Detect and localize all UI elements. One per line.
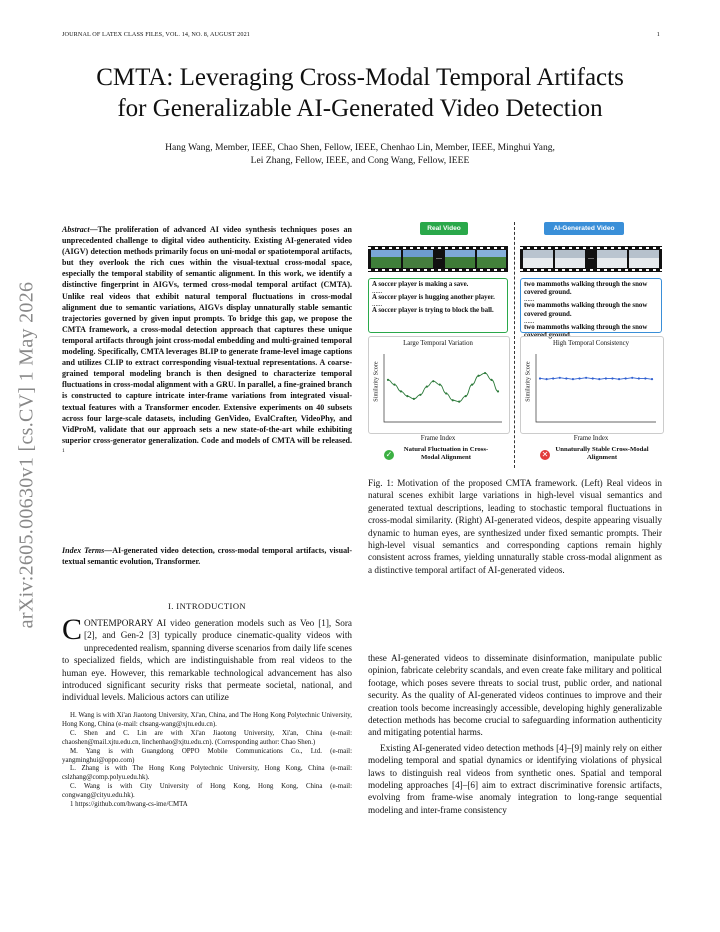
data-point <box>559 377 561 379</box>
similarity-curve <box>540 378 652 379</box>
author-list <box>0 141 720 167</box>
data-point <box>572 378 574 380</box>
abstract-body: —The proliferation of advanced AI video synthesis techniques poses an unprecedented challenge to digital video authenticity. Existing AI-generated video (AIGV) detection methods primarily focus on uni-modal or spatiotemporal artifacts, but they overlook the rich cues within the visual-textual cross-modal space, especially the temporal stability of semantic alignment. In this work, we identify a distinctive fingerprint in AIGVs, termed cross-modal temporal artifact (CMTA). Unlike real videos that exhibit natural temporal fluctuations in cross-modal alignment due to semantic variations, AIGVs display unnaturally stable semantic trajectories governed by given input prompts. To bridge this gap, we propose the CMTA framework, a cross-modal detection approach that captures these unique temporal artifacts through joint cross-modal embedding and multi-grained temporal modeling. Specifically, CMTA leverages BLIP to generate frame-level image captions and utilizes CLIP to extract corresponding visual-textual representations. A coarse-grained temporal modeling branch is then designed to characterize temporal fluctuations in cross-modal alignment with a GRU. In parallel, a fine-grained branch is constructed to capture intricate inter-frame variations from integrated visual-textual features with a Transformer encoder. Extensive experiments on 40 subsets across four large-scale datasets, including GenVideo, EvalCrafter, VideoPhy, and VidProM, validate that our approach sets a new state-of-the-art while exhibiting superior cross-generator generalization. Code and models of CMTA will be released. <box>62 225 352 445</box>
data-point <box>644 377 646 379</box>
data-point <box>393 384 395 386</box>
data-point <box>545 378 547 380</box>
data-point <box>565 377 567 379</box>
paragraph: Existing AI-generated video detection methods [4]–[9] mainly rely on either modeling temporal and spatial dynamics or identifying violations of physical laws to distinguish real videos from synthetic ones. Spatial and temporal modeling approaches [4]–[6] aim to extract discriminative forensic artifacts, evolving from frame-wise anomaly integration to long-range sequential modeling and inter-frame consistency <box>368 742 662 815</box>
data-point <box>406 395 408 397</box>
data-point <box>605 377 607 379</box>
data-point <box>539 377 541 379</box>
ellipsis: ... <box>436 252 442 261</box>
index-terms <box>62 545 352 567</box>
paragraph: these AI-generated videos to disseminate disinformation, manipulate public opinion, fabricate celebrity scandals, and even create fake military and political footage, which poses severe threats to social trust, public order, and national security. As the quality of AI-generated videos continues to improve and their creation tools become increasingly accessible, developing highly generalizable detection methods has become crucial to safeguarding information authenticity and mitigating potential harms. <box>368 653 662 738</box>
data-point <box>432 380 434 382</box>
right-conclusion: Unnaturally Stable Cross-Modal Alignment <box>555 446 649 461</box>
real-captions-box: A soccer player is making a save. ...... A soccer player is hugging another player. ...... A soccer player is trying to block the ball. <box>368 278 508 333</box>
index-label: Index Terms <box>62 546 105 555</box>
footnote: H. Wang is with Xi'an Jiaotong University, Xi'an, China, and The Hong Kong Polytechnic University, Hong Kong, China (e-mail: chsang-wang@xjtu.edu.cn). <box>62 712 352 728</box>
abstract-label: Abstract <box>62 225 90 234</box>
right-plot-title: High Temporal Consistency <box>552 340 630 347</box>
data-point <box>477 375 479 377</box>
caption-item: two mammoths walking through the snow covered ground. <box>524 281 648 297</box>
data-point <box>465 395 467 397</box>
right-column-body <box>368 652 662 816</box>
data-point <box>497 390 499 392</box>
arxiv-stamp: arXiv:2605.00630v1 [cs.CV] 1 May 2026 <box>15 281 38 629</box>
footnote: M. Yang is with Guangdong OPPO Mobile Communications Co., Ltd. (e-mail: yangminghui@oppo.com) <box>62 747 352 764</box>
caption-item: two mammoths walking through the snow covered ground. <box>524 323 648 340</box>
data-point <box>400 390 402 392</box>
figure-caption <box>368 477 662 576</box>
data-point <box>638 377 640 379</box>
running-header: JOURNAL OF LATEX CLASS FILES, VOL. 14, NO. 8, AUGUST 2021 <box>62 31 250 38</box>
caption-item: two mammoths walking through the snow covered ground. <box>524 302 648 318</box>
left-ylabel: Similarity Score <box>372 361 380 402</box>
right-xlabel: Frame Index <box>573 435 609 442</box>
data-point <box>490 379 492 381</box>
affiliation-footnotes <box>62 712 352 810</box>
data-point <box>552 377 554 379</box>
data-point <box>445 392 447 394</box>
caption-item: A soccer player is making a save. <box>372 281 469 288</box>
intro-body: ONTEMPORARY AI video generation models such as Veo [1], Sora [2], and Gen-2 [3] typically produce cinematic-quality videos with unprecedented realism, spanning diverse scenarios from daily life scenes to specialized fields, which are indistinguishable from real videos to the human eye. However, this remarkable technological advancement has also introduced significant security risks that permeate societal, national, and individual levels. Malicious actors can utilize <box>62 618 352 703</box>
caption-item: A soccer player is hugging another player. <box>372 294 495 302</box>
real-video-label: Real Video <box>420 222 468 235</box>
data-point <box>413 398 415 400</box>
data-point <box>631 377 633 379</box>
data-point <box>578 377 580 379</box>
data-point <box>625 377 627 379</box>
authors-line-2: Lei Zhang, Fellow, IEEE, and Cong Wang, Fellow, IEEE <box>250 155 470 166</box>
authors-line-1: Hang Wang, Member, IEEE, Chao Shen, Fellow, IEEE, Chenhao Lin, Member, IEEE, Minghui Yang, <box>165 142 555 153</box>
data-point <box>484 372 486 374</box>
data-point <box>598 378 600 380</box>
footnote: L. Zhang is with The Hong Kong Polytechnic University, Hong Kong, China (e-mail: cslzhang@comp.polyu.edu.hk). <box>62 765 352 782</box>
figure-caption-label: Fig. 1: <box>368 478 394 488</box>
index-body: —AI-generated video detection, cross-modal temporal artifacts, visual-textual semantic evolution, Transformer. <box>62 546 353 566</box>
figure-1 <box>368 222 662 470</box>
cross-icon: ✕ <box>541 450 549 459</box>
figure-caption-body: Motivation of the proposed CMTA framework. (Left) Real videos in natural scenes exhibit large variations in high-level visual semantics and generated textual descriptions, leading to stochastic temporal fluctuations in cross-modal similarity. (Right) AI-generated videos, despite appearing visually dynamic to human eyes, are synthesized under fixed semantic prompts. Their high-level visual semantics and corresponding captions remain highly consistent across frames, yielding unnaturally stable cross-modal alignment as a distinctive temporal artifact of AI-generated videos. <box>368 478 662 575</box>
section-heading: I. INTRODUCTION <box>167 601 247 611</box>
footnote: C. Shen and C. Lin are with Xi'an Jiaotong University, Xi'an, China (e-mail: chaoshen@mail.xjtu.edu.cn, linchenhao@xjtu.edu.cn). (Corresponding author: Chao Shen.) <box>62 729 352 746</box>
data-point <box>592 377 594 379</box>
data-point <box>458 401 460 403</box>
data-point <box>387 379 389 381</box>
similarity-plots <box>368 222 662 470</box>
data-point <box>439 384 441 386</box>
similarity-curve <box>388 373 498 402</box>
data-point <box>585 377 587 379</box>
data-point <box>618 378 620 380</box>
data-point <box>452 399 454 401</box>
left-plot-title: Large Temporal Variation <box>403 340 473 347</box>
left-xlabel: Frame Index <box>420 435 456 442</box>
ai-captions-box: two mammoths walking through the snow covered ground. ...... two mammoths walking through the snow covered ground. ...... two mammoths walking through the snow covered ground. <box>520 278 662 333</box>
data-point <box>426 386 428 388</box>
caption-item: A soccer player is trying to block the ball. <box>372 307 494 315</box>
data-point <box>651 378 653 380</box>
check-icon: ✓ <box>385 450 393 459</box>
plot-axes <box>536 354 656 422</box>
right-ylabel: Similarity Score <box>524 361 532 402</box>
footnote: C. Wang is with City University of Hong Kong, Hong Kong, China (e-mail: congwang@cityu.edu.hk). <box>62 783 352 800</box>
footnote-url: 1 https://github.com/hwang-cs-ime/CMTA <box>70 801 188 809</box>
abstract <box>62 224 352 459</box>
left-conclusion: Natural Fluctuation in Cross-Modal Alignment <box>403 446 489 461</box>
ai-video-label: AI-Generated Video <box>544 222 624 235</box>
data-point <box>419 394 421 396</box>
paper-title: CMTA: Leveraging Cross-Modal Temporal Artifacts for Generalizable AI-Generated Video Detection <box>96 64 624 122</box>
data-point <box>611 377 613 379</box>
data-point <box>471 384 473 386</box>
intro-paragraph <box>62 613 352 704</box>
footnote-mark: 1 <box>62 447 65 454</box>
ellipsis: ... <box>588 252 594 261</box>
drop-cap: C <box>62 613 83 646</box>
page-number: 1 <box>656 31 660 38</box>
